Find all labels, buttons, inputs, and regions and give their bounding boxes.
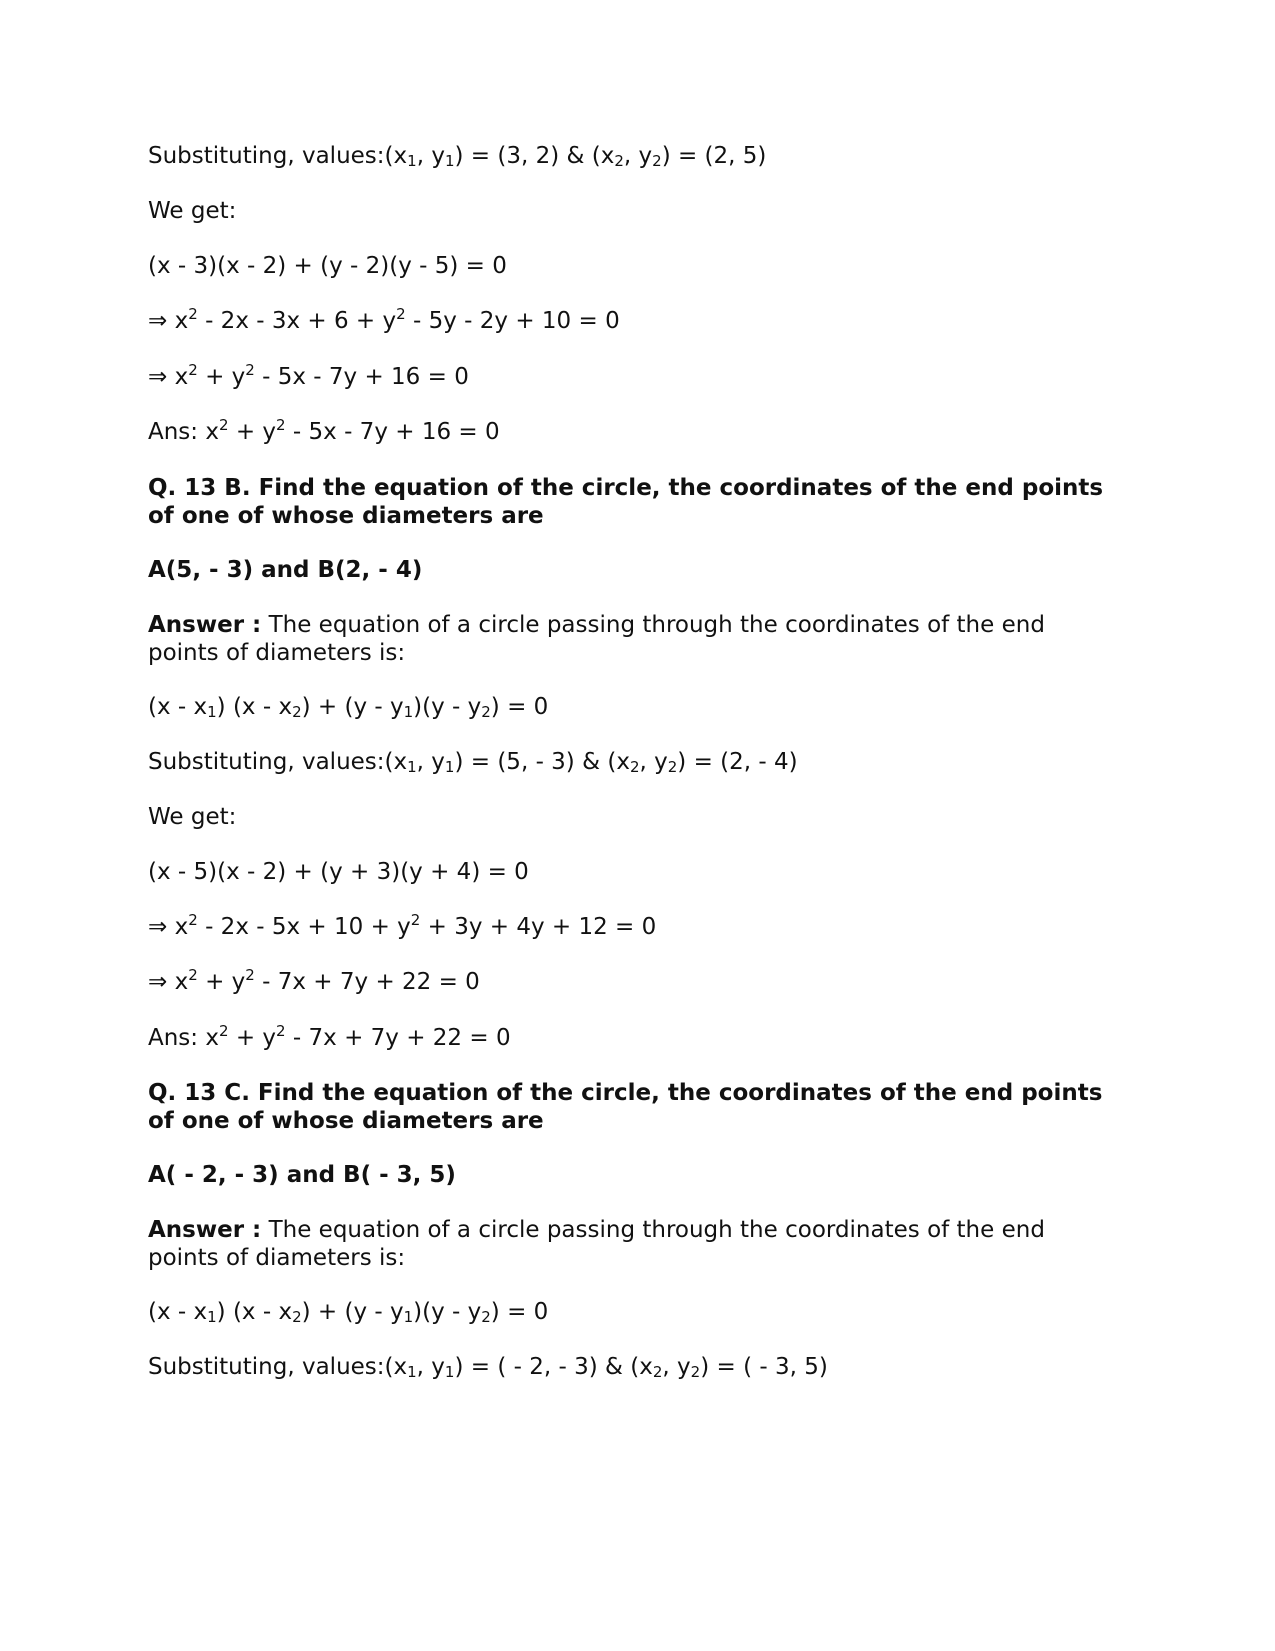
question-13c-heading: Q. 13 C. Find the equation of the circle, the coordinates of the end points of one of whose diameters are — [148, 1080, 1103, 1134]
we-get-line-13b: We get: — [148, 804, 237, 830]
question-13b-heading: Q. 13 B. Find the equation of the circle, the coordinates of the end points of one of whose diameters are — [148, 475, 1104, 529]
answer-line-13b: Ans: $x^2 + y^2 - 7x + 7y + 22 = 0$ — [148, 1022, 511, 1051]
formula-13b: $(x - x_1)$ $(x - x_2) + (y - y_1)(y - y_2) = 0$ — [148, 694, 549, 721]
equation-line-1c: ⇒ $x^2 + y^2 - 5x - 7y + 16 = 0$ — [148, 361, 469, 390]
equation-line-13b-a: (x - 5)(x - 2) + (y + 3)(y + 4) = 0 — [148, 859, 529, 885]
substitution-line-1: Substituting, $values:(x_1$, $y_1) = (3$, 2) & ($x_2$, $y_2) = (2$, 5) — [148, 143, 767, 170]
question-13b-points: A(5, - 3) and B(2, - 4) — [148, 557, 423, 583]
substitution-line-13b: Substituting, $values:(x_1$, $y_1) = (5$, - 3) & ($x_2$, $y_2) = (2$, - 4) — [148, 749, 798, 776]
equation-line-1a: (x - 3)(x - 2) + (y - 2)(y - 5) = 0 — [148, 253, 507, 279]
answer-13b-intro: Answer : The equation of a circle passing through the coordinates of the end points of diameters is: — [148, 612, 1045, 666]
equation-line-13b-b: ⇒ $x^2 - 2x - 5x + 10 + y^2 + 3y + 4y + 12 = 0$ — [148, 911, 657, 940]
answer-line-1: Ans: $x^2 + y^2 - 5x - 7y + 16 = 0$ — [148, 416, 500, 445]
answer-13c-intro: Answer : The equation of a circle passing through the coordinates of the end points of diameters is: — [148, 1217, 1045, 1271]
text: Substituting, values: — [148, 143, 385, 169]
we-get-line-1: We get: — [148, 198, 237, 224]
answer-label: Answer : — [148, 1217, 262, 1243]
equation-line-1b: ⇒ $x^2 - 2x - 3x + 6 + y^2 - 5y - 2y + 10 = 0$ — [148, 305, 620, 334]
formula-13c: $(x - x_1)$ $(x - x_2) + (y - y_1)(y - y_2) = 0$ — [148, 1299, 549, 1326]
equation-line-13b-c: ⇒ $x^2 + y^2 - 7x + 7y + 22 = 0$ — [148, 966, 480, 995]
question-13c-points: A( - 2, - 3) and B( - 3, 5) — [148, 1162, 456, 1188]
substitution-line-13c: Substituting, $values:(x_1$, $y_1$) = ( - 2, - 3) & ($x_2$, $y_2$) = ( - 3, 5) — [148, 1354, 828, 1381]
answer-label: Answer : — [148, 612, 262, 638]
